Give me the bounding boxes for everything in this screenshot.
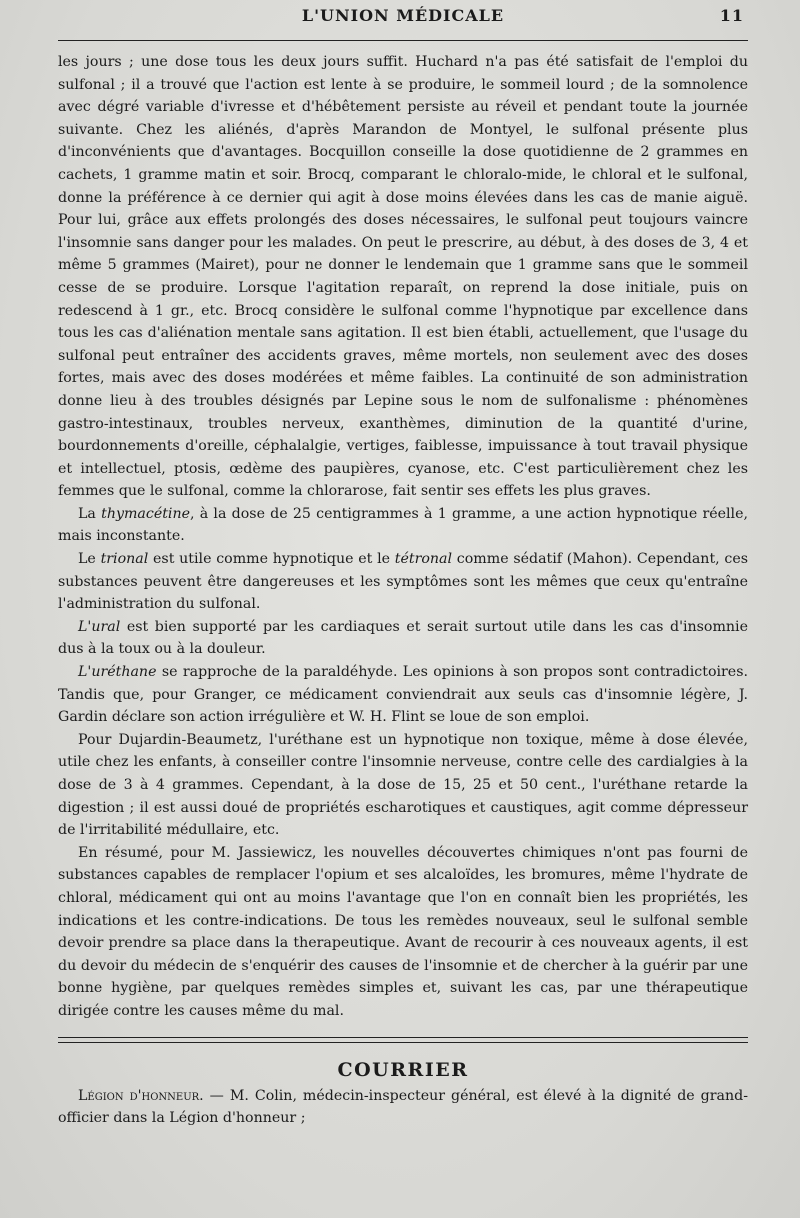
article-body: [58, 51, 748, 1023]
paragraph-sulfonal: les jours ; une dose tous les deux jours suffit. Huchard n'a pas été satisfait de l'emploi du sulfonal ; il a trouvé que l'action est lente à se produire, le sommeil lourd ; de la somnolence avec dégré variable d'ivresse et d'hébêtement persiste au réveil et pendant toute la journée suivante. Chez les aliénés, d'après Marandon de Montyel, le sulfonal présente plus d'inconvénients que d'avantages. Bocquillon conseille la dose quotidienne de 2 grammes en cachets, 1 gramme matin et soir. Brocq, comparant le chloralo-mide, le chloral et le sulfonal, donne la préférence à ce dernier qui agit à dose moins élevées dans les cas de manie aiguë. Pour lui, grâce aux effets prolongés des doses nécessaires, le sulfonal peut toujours vaincre l'insomnie sans danger pour les malades. On peut le prescrire, au début, à des doses de 3, 4 et même 5 grammes (Mairet), pour ne donner le lendemain que 1 gramme sans que le sommeil cesse de se produire. Lorsque l'agitation reparaît, on reprend la dose initiale, puis on redescend à 1 gr., etc. Brocq considère le sulfonal comme l'hypnotique par excellence dans tous les cas d'aliénation mentale sans agitation. Il est bien établi, actuellement, que l'usage du sulfonal peut entraîner des accidents graves, même mortels, non seulement avec des doses fortes, mais avec des doses modérées et même faibles. La continuité de son administration donne lieu à des troubles désignés par Lepine sous le nom de sulfonalisme : phénomènes gastro-intestinaux, troubles nerveux, exanthèmes, diminution de la quantité d'urine, bourdonnements d'oreille, céphalalgie, vertiges, faiblesse, impuissance à tout travail physique et intellectuel, ptosis, œdème des paupières, cyanose, etc. C'est particulièrement chez les femmes que le sulfonal, comme la chlorarose, fait sentir ses effets les plus graves.: [58, 54, 748, 500]
paragraph-legion: Légion d'honneur. — M. Colin, médecin-inspecteur général, est élevé à la dignité de grand-officier dans la Légion d'honneur ;: [58, 1087, 748, 1127]
section-divider: [58, 1037, 748, 1043]
term-tetronal: tétronal: [394, 551, 453, 568]
page-number: 11: [719, 6, 744, 25]
legion-lead: Légion d'honneur.: [78, 1087, 204, 1104]
term-urethane: L'uréthane: [78, 664, 157, 681]
term-thymacetine: thymacétine: [101, 505, 191, 522]
paragraph-resume: En résumé, pour M. Jassiewicz, les nouvelles découvertes chimiques n'ont pas fourni de substances capables de remplacer l'opium et ses alcaloïdes, les bromures, même l'hydrate de chloral, médicament qui ont au moins l'avantage que l'on en connaît bien les propriétés, les indications et les contre-indications. De tous les remèdes nouveaux, seul le sulfonal semble devoir prendre sa place dans la therapeutique. Avant de recourir à ces nouveaux agents, il est du devoir du médecin de s'enquérir des causes de l'insomnie et de chercher à la guérir par une bonne hygiène, par quelques remèdes simples et, suivant les cas, par une thérapeutique dirigée contre les causes même du mal.: [58, 844, 748, 1019]
running-head: [58, 0, 748, 40]
paragraph-trional: Le trional est utile comme hypnotique et le tétronal comme sédatif (Mahon). Cependant, ces substances peuvent être dangereuses et les symptômes sont les mêmes que ceux qu'entraîne l'administration du sulfonal.: [58, 551, 749, 613]
paragraph-ural: L'ural est bien supporté par les cardiaques et serait surtout utile dans les cas d'insomnie dus à la toux ou à la douleur.: [58, 618, 748, 658]
courrier-body: [58, 1085, 748, 1130]
paragraph-urethane: L'uréthane se rapproche de la paraldéhyde. Les opinions à son propos sont contradictoires. Tandis que, pour Granger, ce médicament conviendrait aux seuls cas d'insomnie légère, J. Gardin déclare son action irrégulière et W. H. Flint se loue de son emploi.: [58, 664, 748, 726]
section-heading-courrier: COURRIER: [337, 1058, 469, 1081]
paragraph-dujardin: Pour Dujardin-Beaumetz, l'uréthane est un hypnotique non toxique, même à dose élevée, utile chez les enfants, à conseiller contre l'insomnie nerveuse, contre celle des cardialgies à la dose de 3 à 4 grammes. Cependant, à la dose de 15, 25 et 50 cent., l'uréthane retarde la digestion ; il est aussi doué de propriétés escharotiques et caustiques, agit comme dépresseur de l'irritabilité médullaire, etc.: [58, 731, 748, 839]
header-rule: [58, 40, 748, 41]
paragraph-thymacetine: La thymacétine, à la dose de 25 centigrammes à 1 gramme, a une action hypnotique réelle, mais inconstante.: [58, 505, 748, 545]
term-trional: trional: [100, 551, 149, 568]
term-ural: L'ural: [78, 618, 121, 635]
journal-title: L'UNION MÉDICALE: [301, 6, 505, 25]
